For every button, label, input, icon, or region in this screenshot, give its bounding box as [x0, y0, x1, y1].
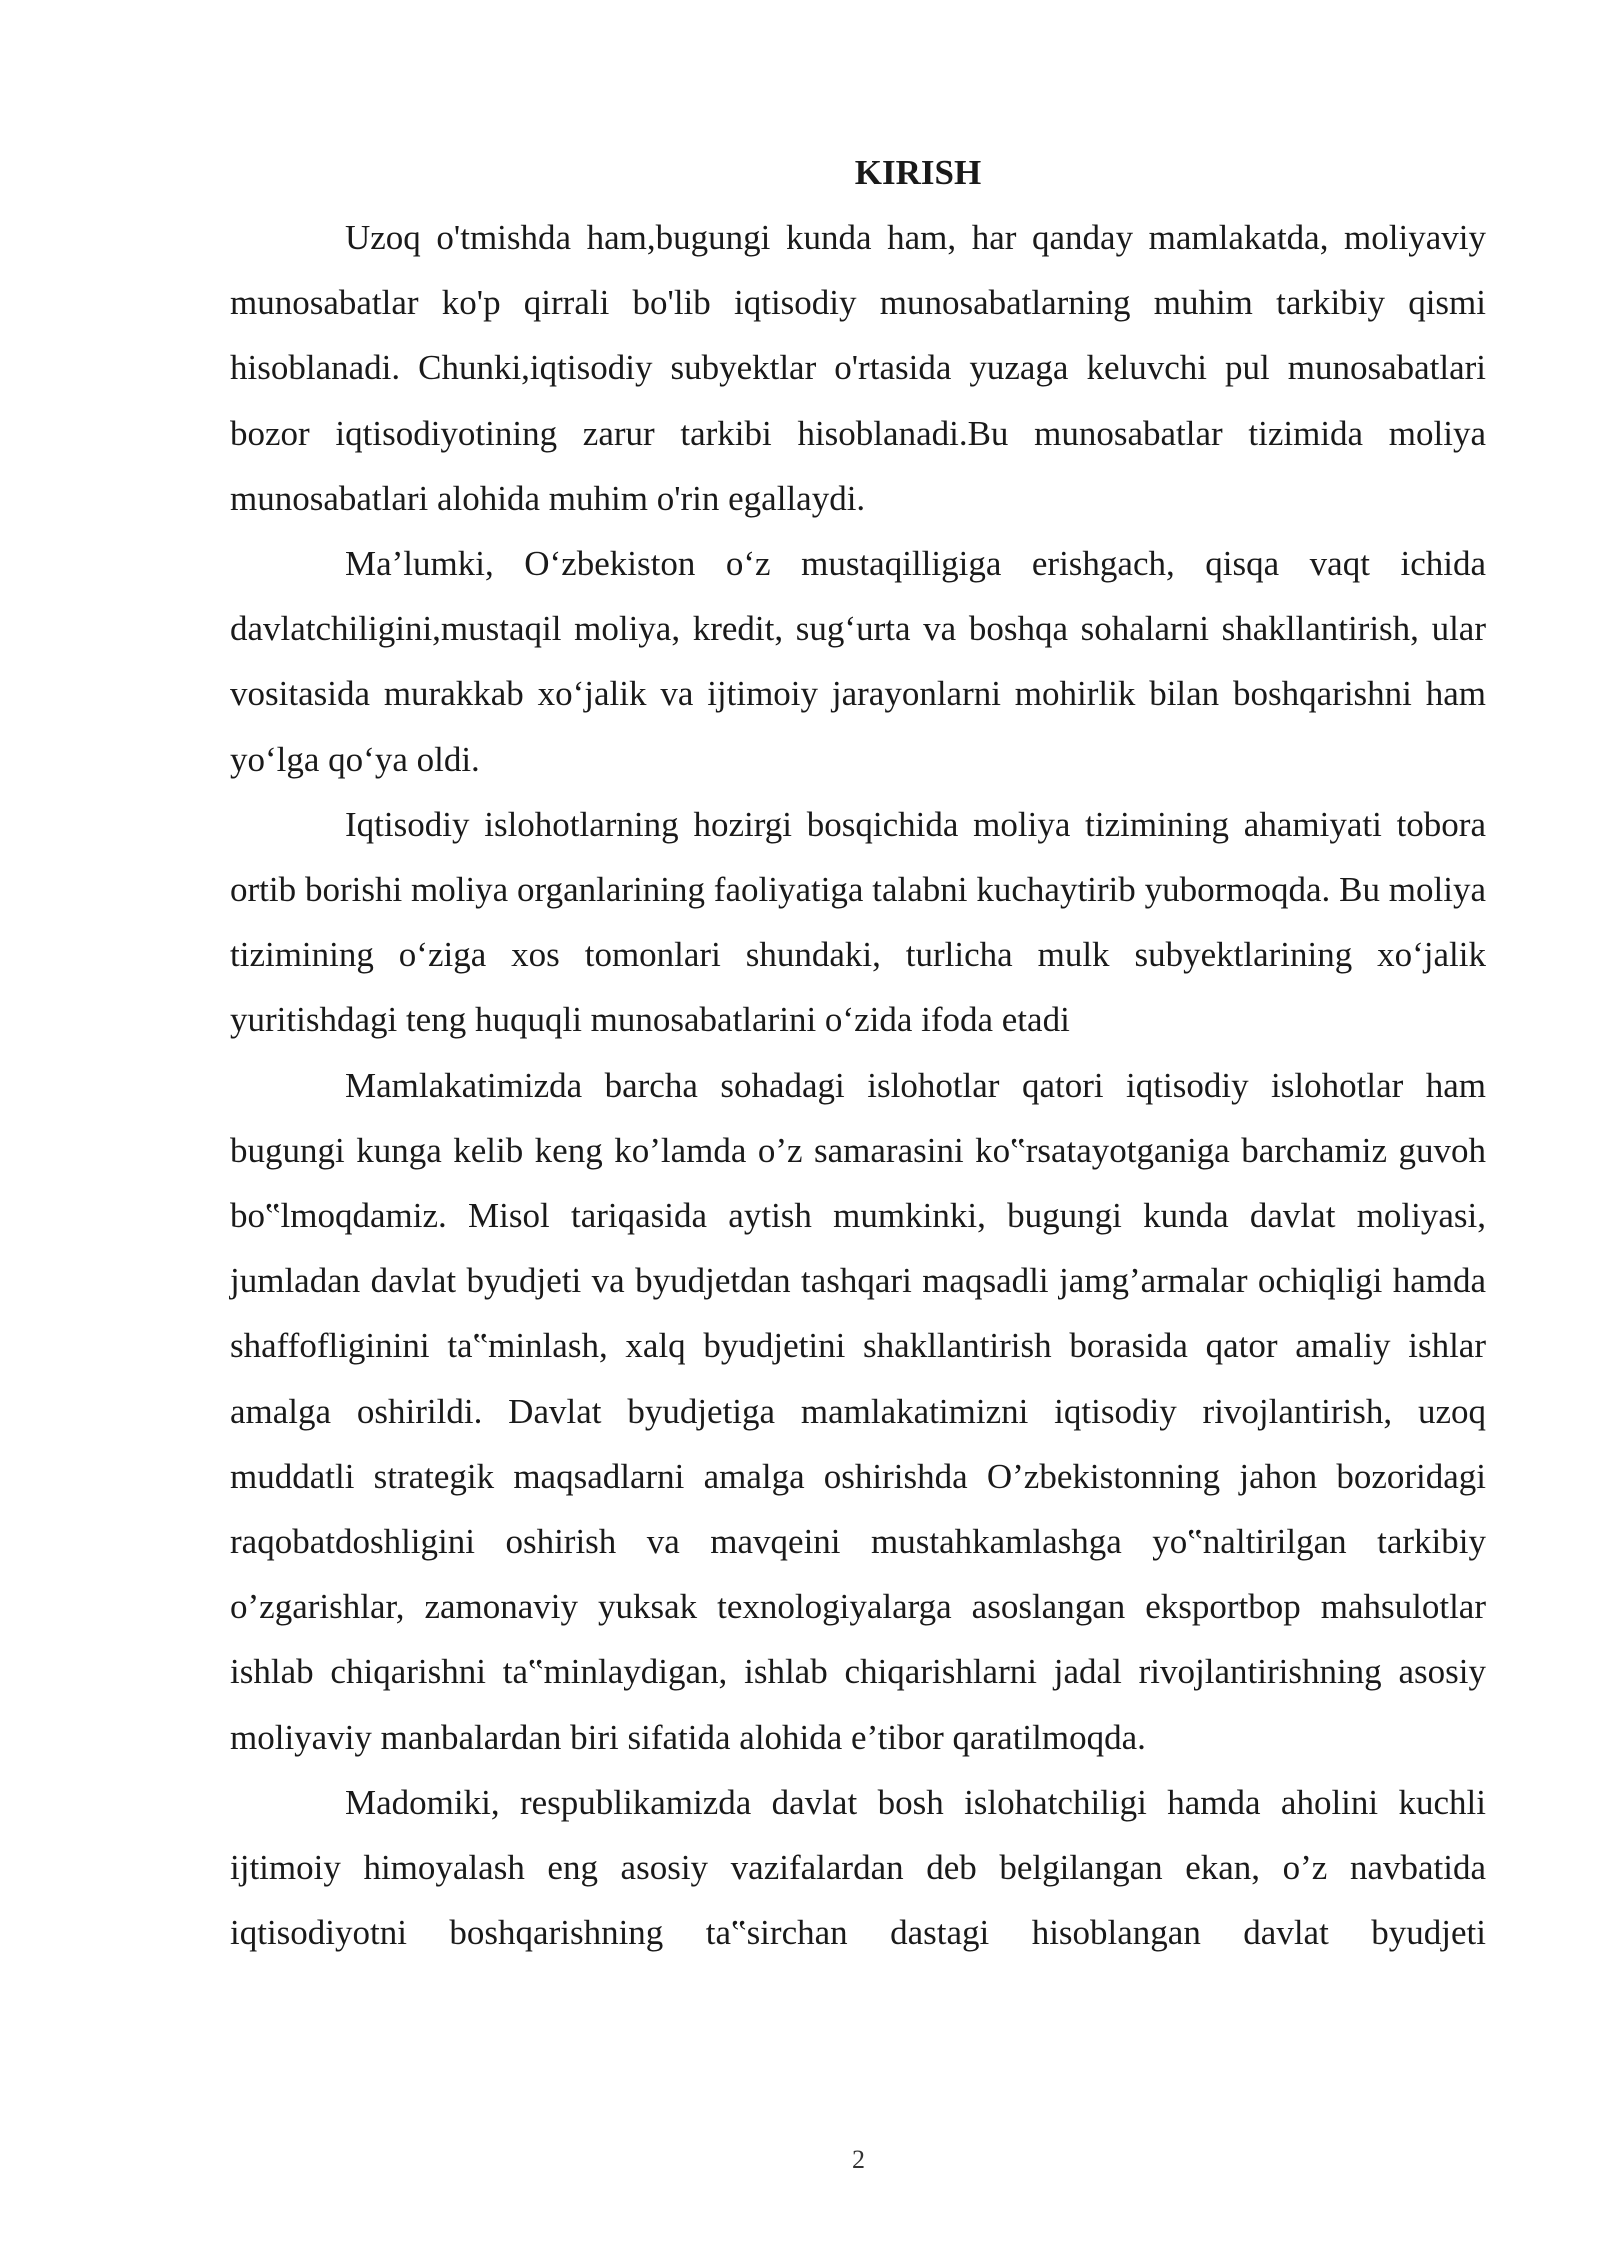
document-title: KIRISH — [854, 153, 982, 192]
paragraph-2: Ma’lumki, O‘zbekiston o‘z mustaqilligiga erishgach, qisqa vaqt ichida davlatchiligini,mustaqil moliya, kredit, sug‘urta va boshqa sohalarni shakllantirish, ular vositasida murakkab xo‘jalik va ijtimoiy jarayonlarni mohirlik bilan boshqarishni ham yo‘lga qo‘ya oldi. — [230, 544, 1486, 779]
page-number: 2 — [852, 2145, 865, 2174]
paragraph-3: Iqtisodiy islohotlarning hozirgi bosqichida moliya tizimining ahamiyati tobora ortib borishi moliya organlarining faoliyatiga talabni kuchaytirib yubormoqda. Bu moliya tizimining o‘ziga xos tomonlari shundaki, turlicha mulk subyektlarining xo‘jalik yuritishdagi teng huquqli munosabatlarini o‘zida ifoda etadi — [230, 804, 1486, 1040]
paragraph-4: Mamlakatimizda barcha sohadagi islohotlar qatori iqtisodiy islohotlar ham bugungi kunga kelib keng ko’lamda o’z samarasini ko‟rsatayotganiga barchamiz guvoh bo‟lmoqdamiz. Misol tariqasida aytish mumkinki, bugungi kunda davlat moliyasi, jumladan davlat byudjeti va byudjetdan tashqari maqsadli jamg’armalar ochiqligi hamda shaffofliginini ta‟minlash, xalq byudjetini shakllantirish borasida qator amaliy ishlar amalga oshirildi. Davlat byudjetiga mamlakatimizni iqtisodiy rivojlantirish, uzoq muddatli strategik maqsadlarni amalga oshirishda O’zbekistonning jahon bozoridagi raqobatdoshligini oshirish va mavqeini mustahkamlashga yo‟naltirilgan tarkibiy o’zgarishlar, zamonaviy yuksak texnologiyalarga asoslangan eksportbop mahsulotlar ishlab chiqarishni ta‟minlaydigan, ishlab chiqarishlarni jadal rivojlantirishning asosiy moliyaviy manbalardan biri sifatida alohida e’tibor qaratilmoqda. — [230, 1065, 1486, 1757]
paragraph-1: Uzoq o'tmishda ham,bugungi kunda ham, har qanday mamlakatda, moliyaviy munosabatlar ko'p qirrali bo'lib iqtisodiy munosabatlarning muhim tarkibiy qismi hisoblanadi. Chunki,iqtisodiy subyektlar o'rtasida yuzaga keluvchi pul munosabatlari bozor iqtisodiyotining zarur tarkibi hisoblanadi.Bu munosabatlar tizimida moliya munosabatlari alohida muhim o'rin egallaydi. — [230, 218, 1486, 518]
document-page — [230, 140, 1486, 1965]
paragraph-5: Madomiki, respublikamizda davlat bosh islohatchiligi hamda aholini kuchli ijtimoiy himoyalash eng asosiy vazifalardan deb belgilangan ekan, o’z navbatida iqtisodiyotni boshqarishning ta‟sirchan dastagi hisoblangan davlat byudjeti — [230, 1782, 1486, 1953]
